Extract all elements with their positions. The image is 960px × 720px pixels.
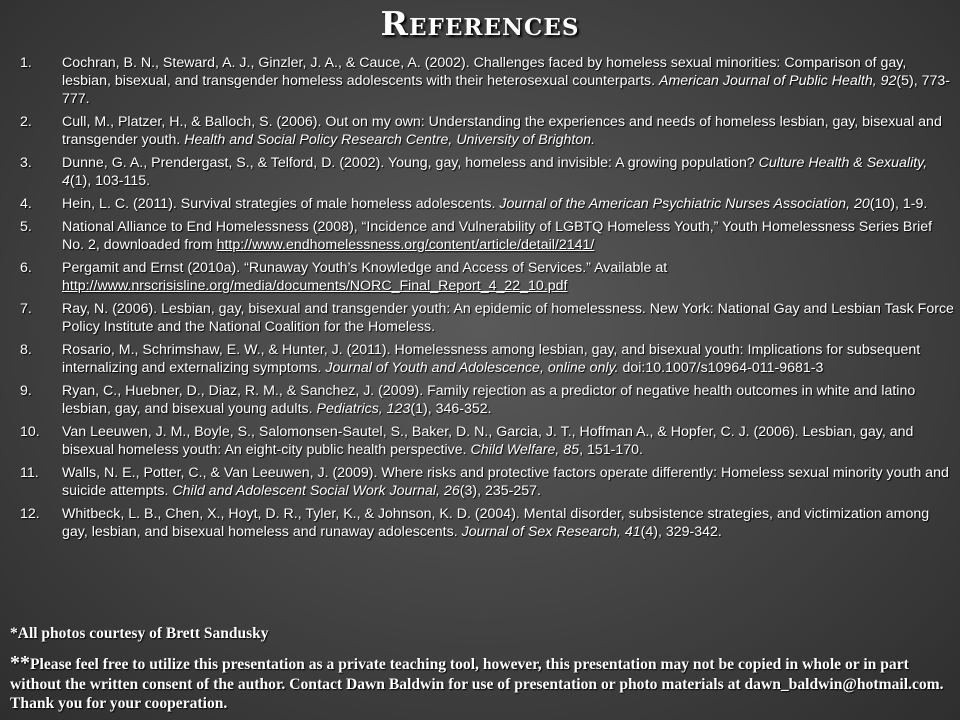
reference-tail: (5), 773-777.	[62, 73, 951, 108]
permission-note-stars: **	[10, 652, 30, 674]
reference-number: 6.	[20, 260, 32, 276]
reference-item	[20, 300, 956, 336]
reference-tail: (1), 103-115.	[69, 173, 151, 190]
reference-item	[20, 341, 956, 377]
reference-number: 4.	[20, 196, 32, 213]
reference-text: Walls, N. E., Potter, C., & Van Leeuwen, J. (2009). Where risks and protective factors operate differently: Homeless sexual minority youth and suicide attempts.	[62, 465, 949, 500]
reference-text: Ryan, C., Huebner, D., Diaz, R. M., & Sanchez, J. (2009). Family rejection as a predictor of negative health outcomes in white and latino lesbian, gay, and bisexual young adults.	[62, 383, 916, 418]
reference-item	[20, 505, 956, 541]
reference-item	[20, 195, 956, 213]
reference-source: Culture Health & Sexuality, 4	[62, 155, 928, 190]
reference-tail: (10), 1-9.	[869, 196, 928, 213]
reference-source: American Journal of Public Health, 92	[659, 73, 897, 90]
reference-item	[20, 154, 956, 190]
slide-title: References	[380, 4, 580, 43]
reference-text: Ray, N. (2006). Lesbian, gay, bisexual and transgender youth: An epidemic of homelessness. New York: National Gay and Lesbian Task Force Policy Institute and the National Coalition for the Homeless.	[62, 301, 954, 336]
reference-number: 9.	[20, 383, 32, 399]
reference-text: Hein, L. C. (2011). Survival strategies of male homeless adolescents.	[62, 196, 500, 213]
reference-text: Rosario, M., Schrimshaw, E. W., & Hunter, J. (2011). Homelessness among lesbian, gay, and bisexual youth: Implications for subsequent internalizing and externalizing symptoms.	[62, 342, 921, 377]
reference-number: 11.	[20, 465, 39, 481]
reference-item	[20, 259, 956, 295]
reference-source: Journal of Sex Research, 41	[461, 524, 641, 541]
reference-number: 7.	[20, 301, 32, 317]
reference-number: 1.	[20, 55, 32, 71]
reference-number: 5.	[20, 219, 32, 235]
reference-source: Journal of Youth and Adolescence, online only.	[325, 360, 619, 377]
reference-number: 3.	[20, 155, 32, 172]
permission-note	[10, 654, 955, 714]
reference-source: Child Welfare, 85	[470, 442, 580, 459]
reference-number: 8.	[20, 342, 32, 358]
reference-link[interactable]: http://www.nrscrisisline.org/media/documents/NORC_Final_Report_4_22_10.pdf	[62, 278, 568, 295]
reference-item	[20, 218, 956, 254]
reference-text: Van Leeuwen, J. M., Boyle, S., Salomonsen-Sautel, S., Baker, D. N., Garcia, J. T., Hoffman A., & Hopfer, C. J. (2006). Lesbian, gay, and bisexual homeless youth: An eight-city public health perspective.	[62, 424, 914, 459]
reference-text: Whitbeck, L. B., Chen, X., Hoyt, D. R., Tyler, K., & Johnson, K. D. (2004). Mental disorder, subsistence strategies, and victimization among gay, lesbian, and bisexual homeless and runaway adolescents.	[62, 506, 930, 541]
reference-tail: doi:10.1007/s10964-011-9681-3	[618, 360, 824, 377]
permission-note-text: Please feel free to utilize this presentation as a private teaching tool, however, this presentation may not be copied in whole or in part without the written consent of the author. Contact Dawn Baldwin for use of presentation or photo materials at dawn_baldwin@hotmail.com. Thank you for your cooperation.	[10, 656, 944, 712]
reference-item	[20, 423, 956, 459]
reference-list	[20, 54, 956, 546]
reference-number: 2.	[20, 114, 32, 131]
reference-item	[20, 113, 956, 149]
reference-source: Child and Adolescent Social Work Journal, 26	[172, 483, 460, 500]
reference-source: Pediatrics, 123	[316, 401, 411, 418]
reference-text: Dunne, G. A., Prendergast, S., & Telford, D. (2002). Young, gay, homeless and invisible: A growing population?	[62, 155, 759, 172]
reference-text: Pergamit and Ernst (2010a). “Runaway Youth’s Knowledge and Access of Services.” Available at	[62, 260, 668, 276]
reference-item	[20, 464, 956, 500]
reference-item	[20, 382, 956, 418]
reference-source: Journal of the American Psychiatric Nurses Association, 20	[499, 196, 870, 213]
reference-tail: (4), 329-342.	[640, 524, 722, 541]
reference-text: Cull, M., Platzer, H., & Balloch, S. (2006). Out on my own: Understanding the experiences and needs of homeless lesbian, gay, bisexual and transgender youth.	[62, 114, 942, 149]
reference-item	[20, 54, 956, 109]
reference-tail: (1), 346-352.	[410, 401, 492, 418]
reference-text: National Alliance to End Homelessness (2008), “Incidence and Vulnerability of LGBTQ Homeless Youth,” Youth Homelessness Series Brief No. 2, downloaded from	[62, 219, 933, 254]
reference-tail: , 151-170.	[579, 442, 643, 459]
reference-source: Health and Social Policy Research Centre, University of Brighton.	[184, 132, 596, 149]
photo-credit: *All photos courtesy of Brett Sandusky	[10, 625, 269, 642]
reference-number: 12.	[20, 506, 40, 522]
reference-text: Cochran, B. N., Steward, A. J., Ginzler, J. A., & Cauce, A. (2002). Challenges faced by homeless sexual minorities: Comparison of gay, lesbian, bisexual, and transgender homeless adolescents with their heterosexual counterparts.	[62, 55, 907, 90]
reference-link[interactable]: http://www.endhomelessness.org/content/article/detail/2141/	[216, 237, 595, 254]
reference-tail: (3), 235-257.	[459, 483, 541, 500]
reference-number: 10.	[20, 424, 40, 440]
